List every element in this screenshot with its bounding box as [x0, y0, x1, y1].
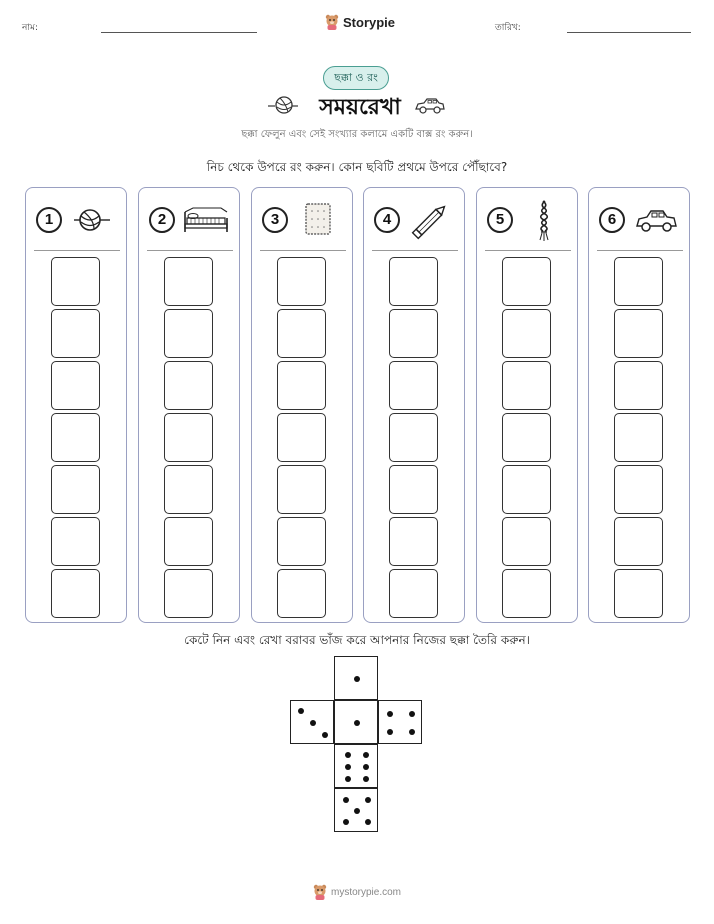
column-divider	[372, 250, 458, 251]
color-box[interactable]	[277, 569, 326, 618]
color-box[interactable]	[51, 517, 100, 566]
color-box[interactable]	[502, 413, 551, 462]
column-divider	[597, 250, 683, 251]
color-box[interactable]	[164, 257, 213, 306]
dice-pip	[345, 776, 351, 782]
dice-pip	[343, 819, 349, 825]
color-box[interactable]	[614, 569, 663, 618]
color-box[interactable]	[164, 413, 213, 462]
color-box[interactable]	[614, 517, 663, 566]
dice-pip	[343, 797, 349, 803]
dice-face-4	[378, 700, 422, 744]
color-box[interactable]	[277, 309, 326, 358]
dice-face-3	[290, 700, 334, 744]
bed-icon	[181, 198, 231, 242]
color-box[interactable]	[389, 361, 438, 410]
color-box[interactable]	[277, 465, 326, 514]
activity-badge: ছক্কা ও রং	[323, 66, 389, 90]
column-number: 2	[149, 207, 175, 233]
color-box[interactable]	[389, 517, 438, 566]
color-box[interactable]	[502, 361, 551, 410]
dice-face-5	[334, 788, 378, 832]
column-header	[26, 188, 126, 252]
color-box[interactable]	[277, 413, 326, 462]
column-divider	[260, 250, 346, 251]
dice-pip	[363, 752, 369, 758]
color-box[interactable]	[614, 413, 663, 462]
column-divider	[34, 250, 120, 251]
title-row	[0, 90, 714, 124]
color-box[interactable]	[51, 413, 100, 462]
dice-pip	[409, 729, 415, 735]
dice-pip	[345, 764, 351, 770]
color-box[interactable]	[164, 465, 213, 514]
color-box[interactable]	[164, 361, 213, 410]
column-number: 3	[262, 207, 288, 233]
page-footer	[0, 884, 714, 900]
color-box[interactable]	[277, 361, 326, 410]
car-icon	[631, 198, 681, 242]
dice-pip	[298, 708, 304, 714]
car-title-icon	[414, 96, 446, 116]
column-divider	[147, 250, 233, 251]
pencil-icon	[406, 198, 456, 242]
cut-instruction: কেটে নিন এবং রেখা বরাবর ভাঁজ করে আপনার নিজের ছক্কা তৈরি করুন।	[184, 633, 530, 647]
dice-pip	[354, 720, 360, 726]
color-box[interactable]	[502, 309, 551, 358]
color-box[interactable]	[614, 309, 663, 358]
color-box[interactable]	[51, 361, 100, 410]
color-box[interactable]	[164, 517, 213, 566]
column-divider	[485, 250, 571, 251]
color-box[interactable]	[389, 569, 438, 618]
brand-logo	[325, 14, 395, 30]
color-box[interactable]	[51, 257, 100, 306]
subtitle: ছক্কা ফেলুন এবং সেই সংখ্যার কলামে একটি বাক্স রং করুন।	[241, 129, 473, 140]
column-number: 1	[36, 207, 62, 233]
color-box[interactable]	[277, 517, 326, 566]
dice-pip	[322, 732, 328, 738]
color-box[interactable]	[164, 569, 213, 618]
color-box[interactable]	[164, 309, 213, 358]
column-2	[138, 187, 240, 623]
yarn-ball-icon	[68, 198, 118, 242]
dice-face-6	[334, 744, 378, 788]
name-label: নাম:	[22, 23, 39, 33]
color-box[interactable]	[389, 257, 438, 306]
dice-pip	[409, 711, 415, 717]
name-line	[101, 32, 257, 33]
color-box[interactable]	[389, 413, 438, 462]
date-label: তারিখ:	[495, 23, 521, 33]
page-title: সময়রেখা	[319, 95, 401, 120]
bear-mascot-icon	[313, 884, 327, 900]
column-header	[252, 188, 352, 252]
dice-face-1	[334, 656, 378, 700]
dice-pip	[354, 808, 360, 814]
color-box[interactable]	[51, 309, 100, 358]
dice-pip	[365, 797, 371, 803]
dice-pip	[387, 729, 393, 735]
column-header	[589, 188, 689, 252]
cracker-icon	[294, 198, 344, 242]
dice-pip	[363, 776, 369, 782]
column-3	[251, 187, 353, 623]
column-number: 4	[374, 207, 400, 233]
dice-pip	[387, 711, 393, 717]
color-box[interactable]	[389, 309, 438, 358]
column-header	[364, 188, 464, 252]
color-box[interactable]	[502, 517, 551, 566]
dice-pip	[310, 720, 316, 726]
coloring-instruction: নিচ থেকে উপরে রং করুন। কোন ছবিটি প্রথমে উপরে পৌঁছাবে?	[206, 160, 508, 174]
dice-pip	[354, 676, 360, 682]
color-box[interactable]	[51, 465, 100, 514]
brand-name: Storypie	[343, 14, 396, 30]
braid-icon	[519, 198, 569, 242]
color-box[interactable]	[614, 465, 663, 514]
column-4	[363, 187, 465, 623]
bear-mascot-icon	[325, 14, 339, 30]
dice-pip	[345, 752, 351, 758]
column-number: 5	[487, 207, 513, 233]
footer-url[interactable]: mystorypie.com	[330, 886, 401, 898]
color-box[interactable]	[389, 465, 438, 514]
dice-pip	[365, 819, 371, 825]
color-box[interactable]	[614, 361, 663, 410]
yarn-ball-title-icon	[268, 94, 298, 116]
column-header	[139, 188, 239, 252]
column-1	[25, 187, 127, 623]
page-header	[0, 12, 714, 42]
color-box[interactable]	[502, 465, 551, 514]
column-6	[588, 187, 690, 623]
dice-face-1	[334, 700, 378, 744]
column-5	[476, 187, 578, 623]
color-box[interactable]	[614, 257, 663, 306]
date-line	[567, 32, 691, 33]
color-box[interactable]	[502, 569, 551, 618]
dice-pip	[363, 764, 369, 770]
color-box[interactable]	[277, 257, 326, 306]
color-box[interactable]	[51, 569, 100, 618]
column-number: 6	[599, 207, 625, 233]
color-box[interactable]	[502, 257, 551, 306]
column-header	[477, 188, 577, 252]
